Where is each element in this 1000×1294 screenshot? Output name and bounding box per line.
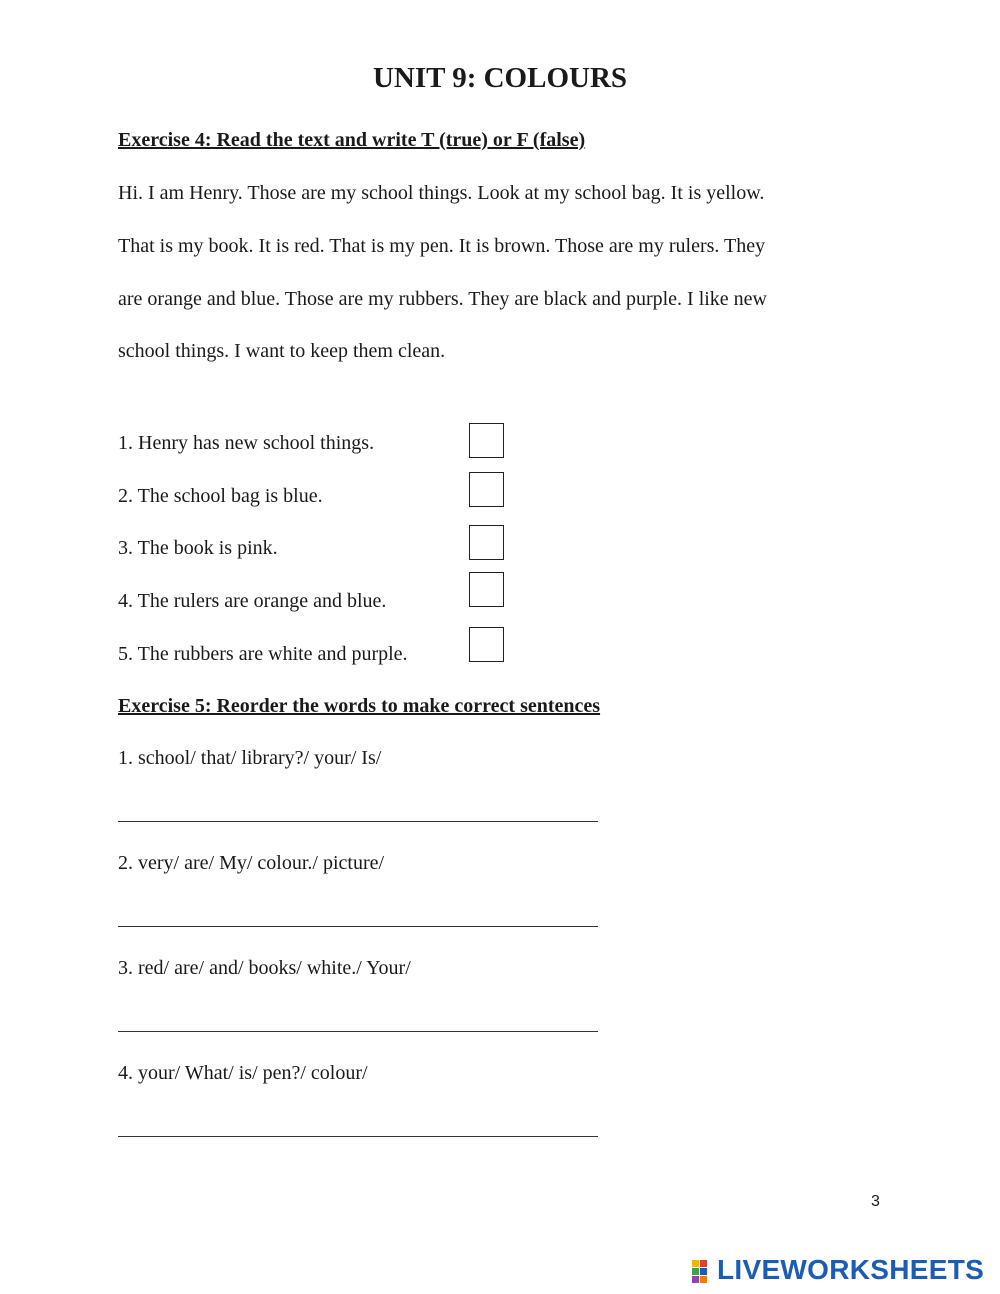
passage-line: are orange and blue. Those are my rubbers. They are black and purple. I like new [118, 288, 768, 310]
reorder-question-4: 4. your/ What/ is/ pen?/ colour/ [118, 1062, 368, 1084]
answer-line-2[interactable] [118, 926, 598, 927]
answer-box-1[interactable] [469, 423, 504, 458]
statement-4: 4. The rulers are orange and blue. [118, 590, 387, 612]
page-title: UNIT 9: COLOURS [372, 62, 628, 94]
statement-3: 3. The book is pink. [118, 537, 278, 559]
answer-box-3[interactable] [469, 525, 504, 560]
exercise-4-heading: Exercise 4: Read the text and write T (true) or F (false) [118, 129, 586, 151]
answer-line-4[interactable] [118, 1136, 598, 1137]
statement-2: 2. The school bag is blue. [118, 485, 323, 507]
reorder-question-3: 3. red/ are/ and/ books/ white./ Your/ [118, 957, 411, 979]
reorder-question-1: 1. school/ that/ library?/ your/ Is/ [118, 747, 382, 769]
statement-5: 5. The rubbers are white and purple. [118, 643, 408, 665]
passage-line: Hi. I am Henry. Those are my school things. Look at my school bag. It is yellow. [118, 182, 765, 204]
answer-line-1[interactable] [118, 821, 598, 822]
passage-line: school things. I want to keep them clean. [118, 340, 446, 362]
answer-box-4[interactable] [469, 572, 504, 607]
page-number: 3 [871, 1193, 880, 1210]
liveworksheets-logo-icon [692, 1257, 714, 1283]
reorder-question-2: 2. very/ are/ My/ colour./ picture/ [118, 852, 385, 874]
statement-1: 1. Henry has new school things. [118, 432, 375, 454]
answer-box-5[interactable] [469, 627, 504, 662]
liveworksheets-logo [692, 1254, 984, 1286]
answer-line-3[interactable] [118, 1031, 598, 1032]
answer-box-2[interactable] [469, 472, 504, 507]
brand-name: LIVEWORKSHEETS [717, 1254, 985, 1285]
passage-line: That is my book. It is red. That is my pen. It is brown. Those are my rulers. They [118, 235, 766, 257]
exercise-5-heading: Exercise 5: Reorder the words to make correct sentences [118, 695, 601, 717]
